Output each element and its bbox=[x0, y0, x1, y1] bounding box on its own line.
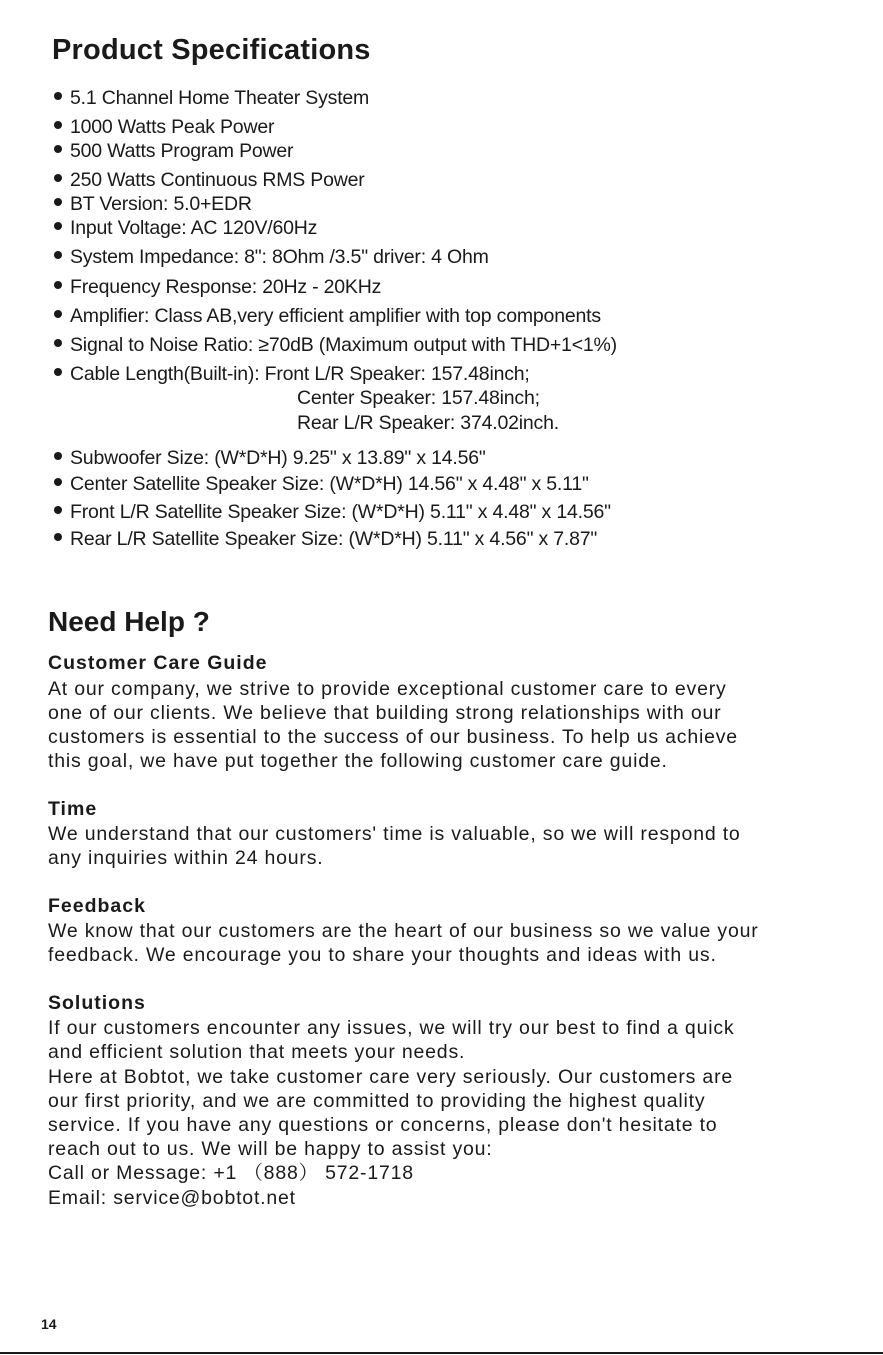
spec-item bbox=[54, 500, 611, 524]
spec-item-text: 5.1 Channel Home Theater System bbox=[70, 87, 370, 109]
paragraph-line: and efficient solution that meets your needs. bbox=[48, 1041, 466, 1063]
spec-item-text: 500 Watts Program Power bbox=[70, 140, 294, 162]
spec-item-text: 1000 Watts Peak Power bbox=[70, 116, 275, 138]
spec-item bbox=[54, 472, 589, 496]
spec-item-text: Input Voltage: AC 120V/60Hz bbox=[70, 217, 318, 239]
paragraph-line: any inquiries within 24 hours. bbox=[48, 847, 324, 869]
cable-length-center: Center Speaker: 157.48inch; bbox=[297, 387, 540, 409]
customer-care-heading: Customer Care Guide bbox=[48, 652, 268, 674]
spec-item-text: Subwoofer Size: (W*D*H) 9.25" x 13.89" x 14.56" bbox=[70, 447, 486, 469]
spec-item bbox=[54, 304, 601, 328]
spec-item bbox=[54, 527, 597, 551]
bullet-icon bbox=[54, 281, 62, 289]
paragraph-line: We know that our customers are the heart of our business so we value your bbox=[48, 920, 759, 942]
spec-item bbox=[54, 139, 293, 163]
spec-item-text: Rear L/R Satellite Speaker Size: (W*D*H) 5.11" x 4.56" x 7.87" bbox=[70, 528, 598, 550]
paragraph-line: customers is essential to the success of our business. To help us achieve bbox=[48, 726, 738, 748]
spec-item bbox=[54, 446, 486, 470]
paragraph-line: We understand that our customers' time is valuable, so we will respond to bbox=[48, 823, 741, 845]
paragraph-line: this goal, we have put together the following customer care guide. bbox=[48, 750, 668, 772]
bullet-icon bbox=[54, 92, 62, 100]
paragraph-line: reach out to us. We will be happy to assist you: bbox=[48, 1138, 493, 1160]
page-number: 14 bbox=[41, 1316, 57, 1332]
bullet-icon bbox=[54, 506, 62, 514]
spec-item bbox=[54, 86, 369, 110]
bullet-icon bbox=[54, 121, 62, 129]
paragraph-line: feedback. We encourage you to share your thoughts and ideas with us. bbox=[48, 944, 717, 966]
spec-item bbox=[54, 192, 252, 216]
bullet-icon bbox=[54, 198, 62, 206]
help-title: Need Help ? bbox=[48, 606, 210, 637]
spec-item-text: System Impedance: 8": 8Ohm /3.5" driver: 4 Ohm bbox=[70, 246, 489, 268]
spec-item bbox=[54, 168, 365, 192]
spec-item bbox=[54, 245, 489, 269]
solutions-heading: Solutions bbox=[48, 992, 146, 1014]
spec-item-text: Signal to Noise Ratio: ≥70dB (Maximum output with THD+1<1%) bbox=[70, 334, 617, 356]
bullet-icon bbox=[54, 478, 62, 486]
spec-item bbox=[54, 216, 317, 240]
spec-item bbox=[54, 275, 381, 299]
paragraph-line: one of our clients. We believe that building strong relationships with our bbox=[48, 702, 722, 724]
bullet-icon bbox=[54, 310, 62, 318]
time-heading: Time bbox=[48, 798, 98, 820]
bullet-icon bbox=[54, 452, 62, 460]
spec-item-text: Front L/R Satellite Speaker Size: (W*D*H) 5.11" x 4.48" x 14.56" bbox=[70, 501, 611, 523]
bullet-icon bbox=[54, 251, 62, 259]
paragraph-line: service. If you have any questions or concerns, please don't hesitate to bbox=[48, 1114, 718, 1136]
spec-item-text: Cable Length(Built-in): Front L/R Speaker: 157.48inch; bbox=[70, 363, 530, 385]
bullet-icon bbox=[54, 368, 62, 376]
feedback-heading: Feedback bbox=[48, 895, 146, 917]
paragraph-line: our first priority, and we are committed to providing the highest quality bbox=[48, 1090, 706, 1112]
spec-item-text: Center Satellite Speaker Size: (W*D*H) 14.56" x 4.48" x 5.11" bbox=[70, 473, 589, 495]
spec-item bbox=[54, 333, 617, 357]
bottom-divider bbox=[0, 1352, 883, 1354]
spec-item-text: BT Version: 5.0+EDR bbox=[70, 193, 252, 215]
contact-email: Email: service@bobtot.net bbox=[48, 1187, 296, 1209]
spec-item bbox=[54, 115, 274, 139]
bullet-icon bbox=[54, 174, 62, 182]
bullet-icon bbox=[54, 339, 62, 347]
spec-item bbox=[54, 362, 530, 386]
spec-item-text: 250 Watts Continuous RMS Power bbox=[70, 169, 365, 191]
spec-item-text: Amplifier: Class AB,very efficient amplifier with top components bbox=[70, 305, 601, 327]
paragraph-line: At our company, we strive to provide exceptional customer care to every bbox=[48, 678, 727, 700]
spec-item-text: Frequency Response: 20Hz - 20KHz bbox=[70, 276, 382, 298]
bullet-icon bbox=[54, 145, 62, 153]
paragraph-line: If our customers encounter any issues, we will try our best to find a quick bbox=[48, 1017, 735, 1039]
paragraph-line: Here at Bobtot, we take customer care very seriously. Our customers are bbox=[48, 1066, 734, 1088]
bullet-icon bbox=[54, 222, 62, 230]
specs-title: Product Specifications bbox=[52, 34, 371, 66]
cable-length-rear: Rear L/R Speaker: 374.02inch. bbox=[297, 412, 559, 434]
bullet-icon bbox=[54, 533, 62, 541]
contact-phone: Call or Message: +1 （888） 572-1718 bbox=[48, 1162, 414, 1184]
